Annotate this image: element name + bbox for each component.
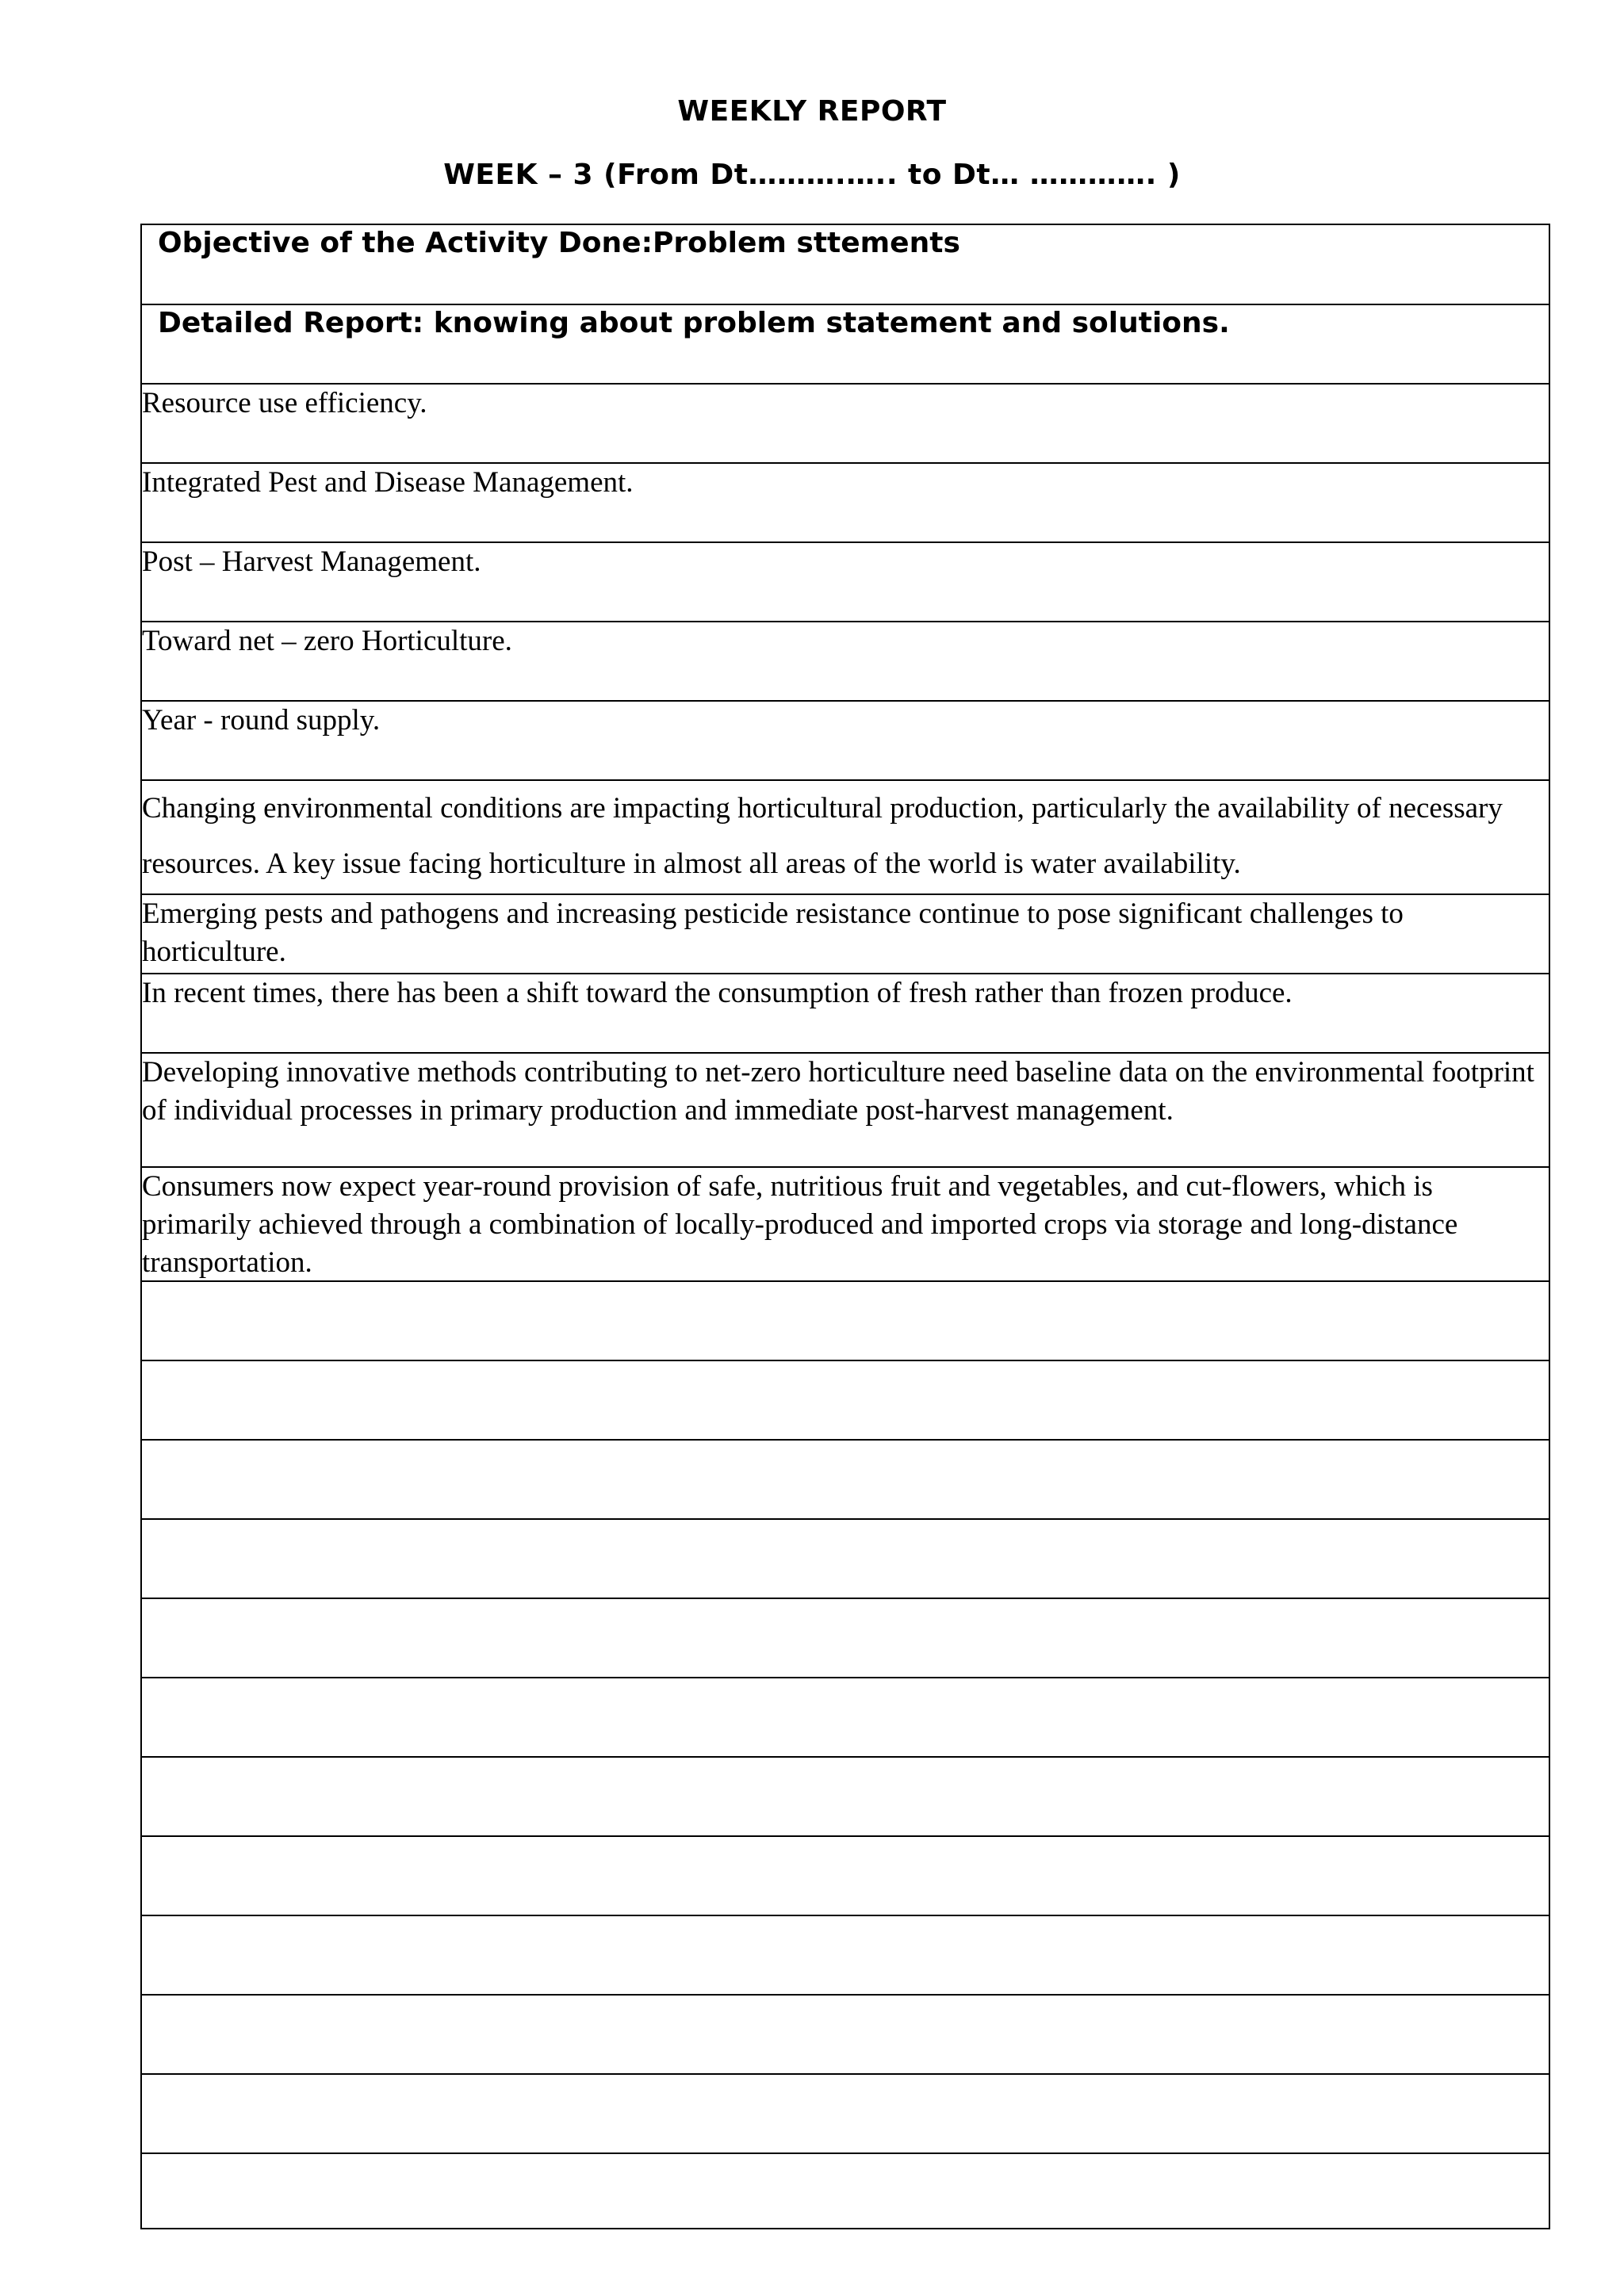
table-row: [142, 462, 1549, 541]
table-row: [142, 621, 1549, 700]
table-row: [142, 779, 1549, 894]
table-row: [142, 1052, 1549, 1166]
empty-row: [142, 1280, 1549, 1360]
report-title: WEEKLY REPORT: [677, 95, 947, 128]
detailed-report-text: Detailed Report: knowing about problem statement and solutions.: [158, 307, 1230, 339]
row-text: Changing environmental conditions are impacting horticultural production, particularly the availability of necessary resources. A key issue facing horticulture in almost all areas of the world is water availability.: [142, 792, 1503, 880]
empty-row: [142, 1915, 1549, 1994]
row-text: Emerging pests and pathogens and increasing pesticide resistance continue to pose significant challenges to horticulture.: [142, 897, 1404, 968]
table-row: [142, 700, 1549, 779]
empty-row: [142, 1994, 1549, 2073]
row-text: Developing innovative methods contributing to net-zero horticulture need baseline data on the environmental footprint of individual processes in primary production and immediate post-harvest management.: [142, 1056, 1534, 1127]
row-text: Consumers now expect year-round provision of safe, nutritious fruit and vegetables, and cut-flowers, which is primarily achieved through a combination of locally-produced and imported crops via storage and long-distance transportation.: [142, 1170, 1458, 1279]
week-date-line: WEEK – 3 (From Dt……….….. to Dt… …………. ): [443, 159, 1181, 191]
objective-row: [142, 225, 1549, 304]
empty-row: [142, 1518, 1549, 1598]
detailed-report-row: [142, 304, 1549, 383]
row-text: Resource use efficiency.: [142, 387, 427, 419]
objective-text: Objective of the Activity Done:Problem sttements: [158, 227, 960, 259]
empty-row: [142, 1439, 1549, 1518]
row-text: Year - round supply.: [142, 704, 381, 737]
empty-row: [142, 1360, 1549, 1439]
row-text: Integrated Pest and Disease Management.: [142, 466, 634, 499]
empty-row: [142, 1677, 1549, 1756]
row-text: In recent times, there has been a shift toward the consumption of fresh rather than frozen produce.: [142, 977, 1293, 1009]
table-row: [142, 383, 1549, 462]
empty-row: [142, 2152, 1549, 2229]
report-table: [140, 224, 1550, 2229]
table-row: [142, 1166, 1549, 1280]
table-row: [142, 894, 1549, 973]
empty-row: [142, 2073, 1549, 2152]
row-text: Toward net – zero Horticulture.: [142, 625, 512, 657]
table-row: [142, 973, 1549, 1052]
empty-row: [142, 1835, 1549, 1915]
empty-row: [142, 1756, 1549, 1835]
row-text: Post – Harvest Management.: [142, 545, 481, 578]
empty-row: [142, 1598, 1549, 1677]
table-row: [142, 541, 1549, 621]
